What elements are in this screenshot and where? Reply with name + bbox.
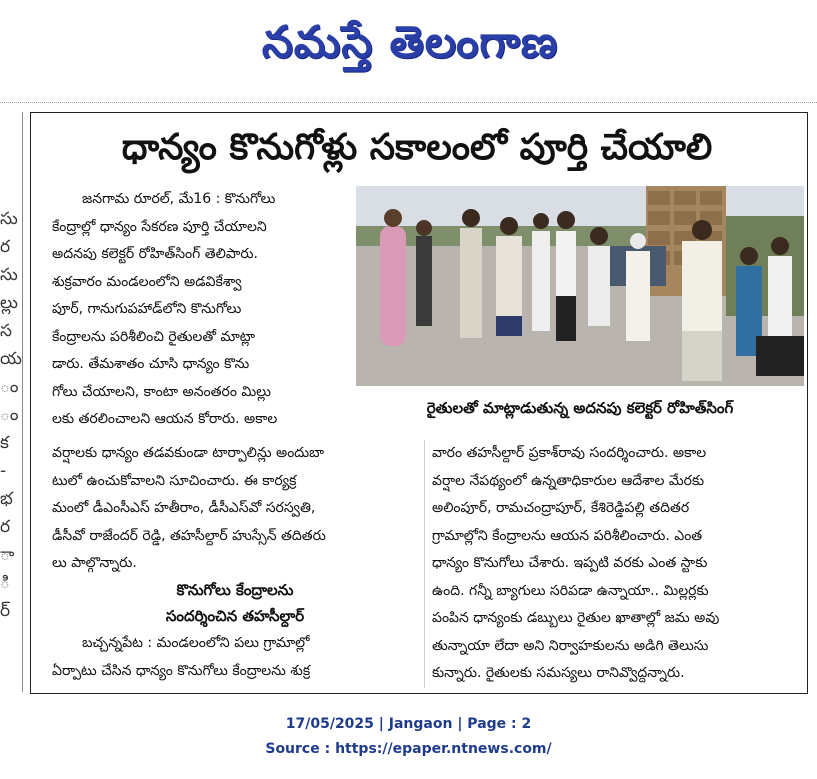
text-line: జనగామ రూరల్, మే16 : కొనుగోలు xyxy=(82,191,276,207)
sliver-glyph: ల్లు xyxy=(0,293,18,313)
sliver-glyph: సు xyxy=(0,265,18,285)
sliver-glyph: భ xyxy=(0,489,13,509)
text-line: డారు. తేమశాతం చూసి ధాన్యం కొను xyxy=(52,356,250,372)
text-line: లకు తరలించాలని ఆయన కోరారు. అకాల xyxy=(52,411,278,427)
text-line: పూర్, గానుగుపహాడ్‌లోని కొనుగోలు xyxy=(52,301,242,317)
text-line: తున్నాయా లేదా అని నిర్వాహకులను అడిగి తెలుసు xyxy=(432,637,709,654)
subheading-line-2: సందర్శించిన తహసీల్దార్ xyxy=(165,607,305,625)
text-line: లు పాల్గొన్నారు. xyxy=(52,555,137,571)
footer-date-edition-page: 17/05/2025 | Jangaon | Page : 2 xyxy=(285,716,532,732)
sliver-glyph: ం xyxy=(0,377,19,397)
text-line: కేంద్రాలను పరిశీలించి రైతులతో మాట్లా xyxy=(52,328,256,345)
column-divider xyxy=(424,440,425,688)
text-line: ధాన్యం కొనుగోలు చేశారు. ఇప్పటి వరకు ఎంత స్టాకు xyxy=(432,555,708,571)
article-body-second-story xyxy=(52,630,418,685)
article-photo xyxy=(356,186,804,386)
text-line: అలింపూర్, రామచంద్రాపూర్, కేశిరెడ్డిపల్లి తదితర xyxy=(432,500,690,516)
text-line: వర్షాలకు ధాన్యం తడవకుండా టార్పాలిన్లు అందుబా xyxy=(52,445,325,461)
text-line: శుక్రవారం మండలంలోని అడవికేశ్వా xyxy=(52,273,242,290)
footer-source-link[interactable]: Source : https://epaper.ntnews.com/ xyxy=(265,741,552,757)
text-line: గోలు చేయాలని, కాంటా అనంతరం మిల్లు xyxy=(52,383,271,400)
masthead xyxy=(0,0,817,92)
adjacent-column-sliver xyxy=(0,205,22,695)
photo-illustration xyxy=(356,186,804,386)
text-line: ఉంది. గన్నీ బ్యాగులు సరిపడా ఉన్నాయా.. మిల్లర్లకు xyxy=(432,582,709,599)
subheading-line-1: కొనుగోలు కేంద్రాలను xyxy=(176,581,294,599)
sliver-glyph: ర్ xyxy=(0,601,11,621)
article-headline: ధాన్యం కొనుగోళ్లు సకాలంలో పూర్తి చేయాలి xyxy=(121,127,713,168)
text-line: గ్రామాల్లోని కేంద్రాలను ఆయన పరిశీలించారు. ఎంత xyxy=(432,527,703,544)
text-line: కున్నారు. రైతులకు సమస్యలు రానివ్వొద్దన్నారు. xyxy=(432,665,685,681)
sliver-glyph: ర xyxy=(0,517,11,537)
text-line: వారం తహసీల్దార్ ప్రకాశ్‌రావు సందర్శించారు. అకాల xyxy=(432,445,707,461)
text-line: టులో ఉంచుకోవాలని సూచించారు. ఈ కార్యక్ర xyxy=(52,472,297,489)
sliver-glyph: క xyxy=(0,433,9,453)
sliver-glyph: ం xyxy=(0,405,19,425)
sliver-glyph: సు xyxy=(0,209,18,229)
sliver-glyph: ర xyxy=(0,237,11,257)
masthead-logo: నమస్తే తెలంగాణ xyxy=(261,17,559,68)
sliver-glyph: య xyxy=(0,349,22,369)
sliver-glyph: ా xyxy=(0,545,15,565)
sliver-glyph: ి xyxy=(0,573,10,593)
text-line: అదనపు కలెక్టర్ రోహిత్‌సింగ్ తెలిపారు. xyxy=(52,246,258,262)
article-body-right-column xyxy=(432,440,802,688)
adjacent-column-edge xyxy=(22,112,23,692)
text-line: బచ్చన్నపేట : మండలంలోని పలు గ్రామాల్లో xyxy=(82,635,310,651)
article-body-continued xyxy=(52,440,418,578)
text-line: వర్షాల నేపథ్యంలో ఉన్నతాధికారుల ఆదేశాల మేరకు xyxy=(432,472,705,489)
top-divider xyxy=(0,102,817,103)
sliver-glyph: - xyxy=(0,461,7,481)
sliver-glyph: స xyxy=(0,321,12,341)
text-line: పంపిన ధాన్యంకు డబ్బులు రైతుల ఖాతాల్లో జమ అవు xyxy=(432,610,720,626)
photo-caption: రైతులతో మాట్లాడుతున్న అదనపు కలెక్టర్ రోహిత్‌సింగ్ xyxy=(426,399,734,417)
text-line: కేంద్రాల్లో ధాన్యం సేకరణ పూర్తి చేయాలని xyxy=(52,218,267,235)
text-line: ఏర్పాటు చేసిన ధాన్యం కొనుగోలు కేంద్రాలను శుక్ర xyxy=(52,662,311,679)
article-body-intro xyxy=(52,186,348,434)
text-line: డీసీవో రాజేందర్ రెడ్డి, తహసీల్దార్ హుస్సేన్ తదితరు xyxy=(52,527,326,544)
text-line: మంలో డీఎంసీఎస్ హతీరాం, డీసీఎస్‌వో సరస్వతి, xyxy=(52,500,316,516)
